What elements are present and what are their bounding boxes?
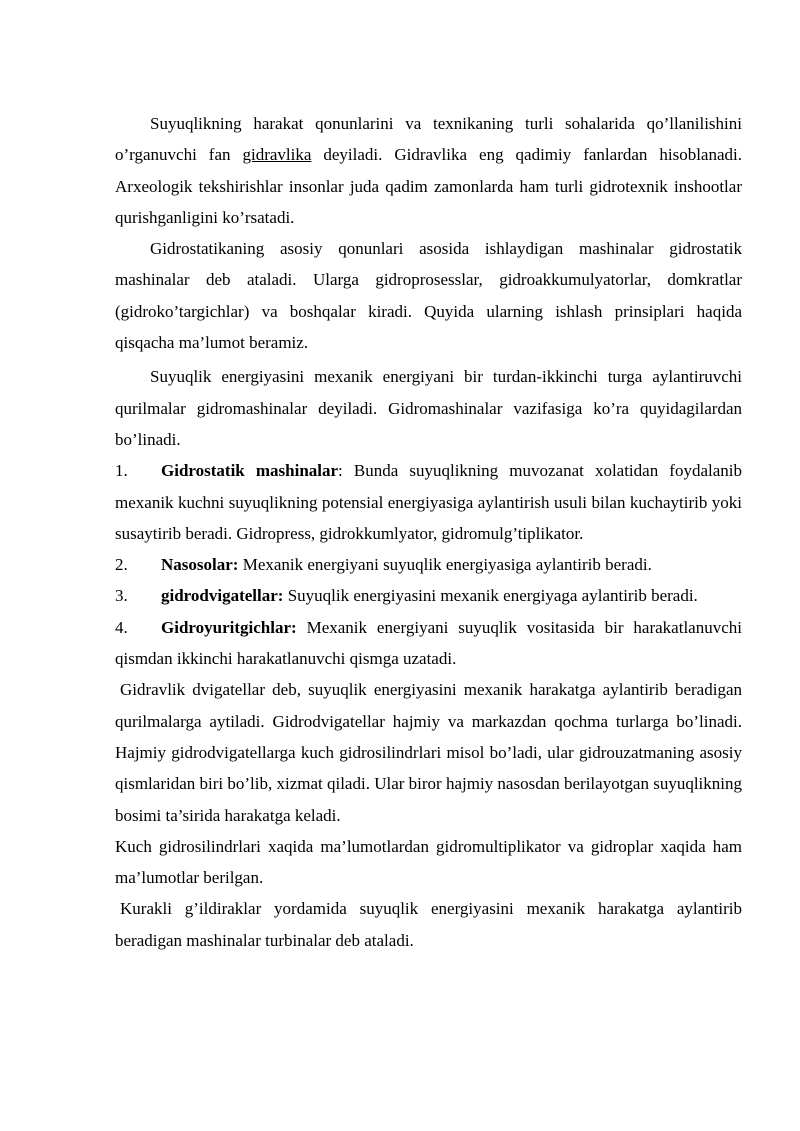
list-item-text: : Bunda suyuqlikning muvozanat xolatidan foydalanib mexanik kuchni suyuqlikning potensial energiyasiga aylantirish usuli bilan kuchaytirib yoki susaytirib beradi. Gidropress, gidrokkumlyator, gidromulg’tiplikator. bbox=[115, 461, 743, 543]
paragraph-intro-text-2: deyiladi. Gidravlika eng qadimiy fanlardan hisoblanadi. Arxeologik tekshirishlar insonlar juda qadim zamonlarda ham turli gidrotexnik inshootlar qurishganligini ko’rsatadi. bbox=[115, 145, 742, 227]
list-item-title: Gidroyuritgichlar: bbox=[161, 617, 297, 637]
list-item-number: 4. bbox=[115, 617, 128, 637]
list-item-text: Suyuqlik energiyasini mexanik energiyaga aylantirib beradi. bbox=[283, 586, 698, 606]
paragraph-hydromachines: Suyuqlik energiyasini mexanik energiyani bir turdan-ikkinchi turga aylantiruvchi qurilmalar gidromashinalar deyiladi. Gidromashinalar vazifasiga ko’ra quyidagilardan bo’linadi. bbox=[115, 367, 742, 449]
list-item bbox=[115, 549, 742, 580]
list-item-title: gidrodvigatellar: bbox=[161, 586, 284, 606]
list-item-number: 2. bbox=[115, 555, 128, 575]
list-item bbox=[115, 580, 742, 611]
list-item-title: Gidrostatik mashinalar bbox=[161, 461, 339, 481]
paragraph-cylinders: Kuch gidrosilindrlari xaqida ma’lumotlardan gidromultiplikator va gidroplar xaqida ham ma’lumotlar berilgan. bbox=[115, 836, 742, 888]
document-body bbox=[115, 108, 742, 956]
gidravlika-link[interactable]: gidravlika bbox=[242, 145, 312, 165]
list-item-title: Nasosolar: bbox=[161, 555, 239, 575]
list-item bbox=[115, 455, 742, 549]
paragraph-turbines: Kurakli g’ildiraklar yordamida suyuqlik energiyasini mexanik harakatga aylantirib beradigan mashinalar turbinalar deb ataladi. bbox=[115, 899, 742, 950]
list-item bbox=[115, 612, 742, 675]
paragraph-hydrostatic: Gidrostatikaning asosiy qonunlari asosida ishlaydigan mashinalar gidrostatik mashinalar deb ataladi. Ularga gidroprosesslar, gidroakkumulyatorlar, domkratlar (gidroko’targichlar) va boshqalar kiradi. Quyida ularning ishlash prinsiplari haqida qisqacha ma’lumot beramiz. bbox=[115, 239, 742, 353]
paragraph-intro-text-1: Suyuqlikning harakat qonunlarini va texnikaning turli sohalarida qo’llanilishini o’rganuvchi fan bbox=[115, 114, 742, 165]
list-item-text: Mexanik energiyani suyuqlik energiyasiga aylantirib beradi. bbox=[238, 555, 652, 575]
list-item-number: 1. bbox=[115, 461, 128, 481]
list-item-number: 3. bbox=[115, 586, 128, 606]
paragraph-intro bbox=[115, 108, 742, 233]
paragraph-hydraulic-motors: Gidravlik dvigatellar deb, suyuqlik energiyasini mexanik harakatga aylantirib beradigan qurilmalarga aytiladi. Gidrodvigatellar hajmiy va markazdan qochma turlarga bo’linadi. Hajmiy gidrodvigatellarga kuch gidrosilindrlari misol bo’ladi, ular gidrouzatmaning asosiy qismlaridan biri bo’lib, xizmat qiladi. Ular biror hajmiy nasosdan berilayotgan suyuqlikning bosimi ta’sirida harakatga keladi. bbox=[115, 680, 742, 825]
list-item-text: Mexanik energiyani suyuqlik vositasida bir harakatlanuvchi qismdan ikkinchi harakatlanuvchi qismga uzatadi. bbox=[115, 617, 742, 669]
